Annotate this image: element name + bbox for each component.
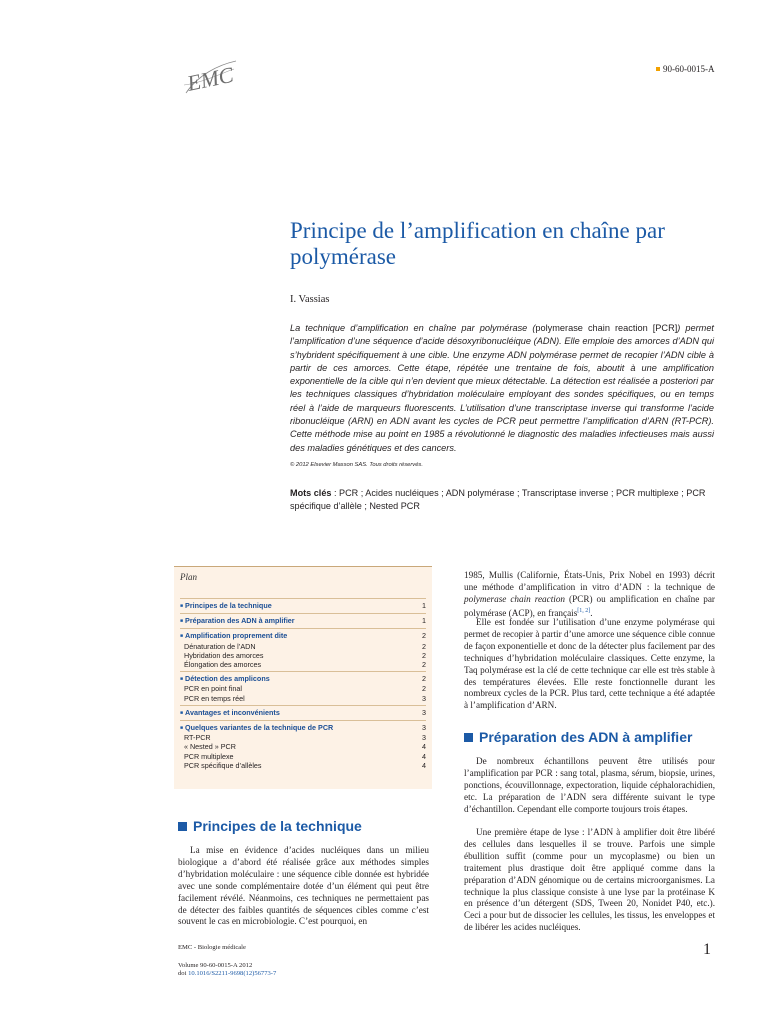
- plan-entry[interactable]: [180, 631, 426, 641]
- heading-marker: [464, 733, 473, 742]
- plan-entry[interactable]: [180, 616, 426, 626]
- plan-subentry[interactable]: [180, 660, 426, 669]
- emc-logo-mark: [178, 55, 240, 105]
- page-number: 1: [703, 941, 711, 958]
- intro-text-b: (PCR) ou amplification en chaîne par polymérase (ACP), en français: [464, 593, 715, 618]
- keywords-list: : PCR ; Acides nucléiques ; ADN polymérase ; Transcriptase inverse ; PCR multiplexe ; PCR spécifique d’allèle ; Nested PCR: [290, 488, 706, 511]
- article-author: I. Vassias: [290, 294, 330, 305]
- plan-entry-label: ■ Amplification proprement dite: [180, 631, 287, 641]
- preparation-paragraph-2-text: Une première étape de lyse : l’ADN à amplifier doit être libéré des cellules dans lesquelles il se trouve. Parfois une simple ébullition suffit (comme pour un mycoplasme) ou bien un traitement plus drastique doit être appliqué comme dans la préparation d’ADN génomique ou de certains microorganismes. La technique la plus classique consiste à une lyse par la protéinase K en présence d’un détergent (SDS, Tween 20, Nonidet P40, etc.). Ceci a pour but de dissocier les cellules, les tissus, les enveloppes et de libérer les acides nucléiques.: [464, 827, 715, 933]
- plan-entry-page: 1: [422, 616, 426, 626]
- reference-code: 90-60-0015-A: [663, 64, 715, 74]
- plan-separator: [180, 671, 426, 672]
- heading-principes-text: Principes de la technique: [193, 818, 362, 834]
- plan-entry-label: ■ Préparation des ADN à amplifier: [180, 616, 295, 626]
- preparation-paragraph-1-text: De nombreux échantillons peuvent être utilisés pour l’amplification par PCR : sang total, plasma, sérum, biopsie, urines, ponctions, écouvillonnage, expectoration, liquide céphalorachidien, etc. La préparation de l’ADN sera différente suivant le type d’échantillon. Cependant elle comporte toujours trois étapes.: [464, 756, 715, 814]
- doi-line: [178, 970, 276, 979]
- heading-preparation: [464, 729, 692, 745]
- plan-subentry-label: Dénaturation de l’ADN: [184, 641, 256, 651]
- article-reference: [656, 64, 715, 74]
- abstract-part-1: La technique d’amplification en chaîne par polymérase (: [290, 323, 536, 333]
- plan-subentry[interactable]: [180, 651, 426, 660]
- plan-subentry-label: PCR en point final: [184, 684, 242, 694]
- plan-entry-page: 2: [422, 631, 426, 641]
- heading-preparation-text: Préparation des ADN à amplifier: [479, 729, 693, 745]
- plan-subentry-page: 2: [422, 684, 426, 694]
- plan-entry[interactable]: [180, 674, 426, 684]
- plan-subentry[interactable]: [180, 761, 426, 770]
- plan-subentry[interactable]: [180, 684, 426, 693]
- plan-title: Plan: [180, 572, 197, 582]
- plan-box: [174, 566, 432, 789]
- journal-name: EMC - Biologie médicale: [178, 944, 246, 951]
- abstract: [290, 322, 714, 455]
- preparation-paragraph-1: [464, 756, 715, 816]
- plan-subentry[interactable]: [180, 694, 426, 703]
- plan-subentry-page: 4: [422, 751, 426, 761]
- plan-entry-label: ■ Avantages et inconvénients: [180, 708, 280, 718]
- plan-subentry-page: 3: [422, 693, 426, 703]
- intro-text-c: .: [590, 607, 593, 618]
- doi-link[interactable]: 10.1016/S2211-9698(12)56773-7: [188, 970, 277, 978]
- plan-entry-label: ■ Détection des amplicons: [180, 674, 270, 684]
- principes-paragraph: [178, 845, 429, 928]
- plan-separator: [180, 705, 426, 706]
- plan-subentry-page: 4: [422, 742, 426, 752]
- plan-entry[interactable]: [180, 723, 426, 733]
- heading-marker: [178, 822, 187, 831]
- plan-entry-page: 3: [422, 723, 426, 733]
- plan-subentry-page: 2: [422, 650, 426, 660]
- keywords: [290, 487, 716, 512]
- plan-subentry-label: Hybridation des amorces: [184, 650, 264, 660]
- plan-entry-page: 2: [422, 674, 426, 684]
- plan-subentry-label: PCR multiplexe: [184, 751, 234, 761]
- emc-logo: [178, 55, 240, 105]
- reference-marker: [656, 67, 660, 71]
- plan-entry[interactable]: [180, 708, 426, 718]
- plan-separator: [180, 720, 426, 721]
- doi-prefix: doi: [178, 970, 189, 978]
- plan-subentry-label: PCR en temps réel: [184, 693, 245, 703]
- plan-separator: [180, 613, 426, 614]
- plan-subentry-page: 2: [422, 641, 426, 651]
- intro-paragraph-1: [464, 570, 715, 620]
- intro-paragraph-2: [464, 617, 715, 712]
- plan-separator: [180, 598, 426, 599]
- heading-principes: [178, 818, 362, 834]
- emc-logo-text: EMC: [184, 61, 236, 96]
- plan-subentry-label: Élongation des amorces: [184, 660, 262, 670]
- plan-entry-page: 1: [422, 601, 426, 610]
- plan-subentry[interactable]: [180, 733, 426, 742]
- citation-ref[interactable]: [1, 2]: [577, 607, 591, 614]
- intro-term: polymerase chain reaction: [464, 593, 566, 604]
- intro-paragraph-2-text: Elle est fondée sur l’utilisation d’une enzyme polymérase qui permet de recopier à partir d’une amorce une séquence cible connue de façon exponentielle et donc de la détecter plus facilement par des techniques d’hybridation moléculaire classiques. Cette enzyme, la Taq polymérase est la clé de cette technique car elle est très stable à des températures élevées. Elle reste fonctionnelle durant les nombreux cycles de la PCR. Plus tard, cette technique a été adaptée à l’amplification d’ARN.: [464, 617, 715, 711]
- abstract-term: polymerase chain reaction [PCR]: [535, 323, 678, 333]
- plan-entry[interactable]: [180, 601, 426, 611]
- plan-subentry-label: PCR spécifique d’allèles: [184, 760, 262, 770]
- plan-list: [180, 596, 426, 770]
- article-title: Principe de l’amplification en chaîne par polymérase: [290, 218, 665, 269]
- plan-subentry-label: « Nested » PCR: [184, 742, 236, 752]
- plan-entry-label: ■ Quelques variantes de la technique de PCR: [180, 723, 333, 733]
- plan-subentry-page: 3: [422, 733, 426, 743]
- abstract-part-2: ) permet l’amplification d’une séquence d’acide désoxyribonucléique (ADN). Elle emploie des amorces d’ADN qui s’hybrident spécifiquement à une cible. Une enzyme ADN polymérase permet de recopier l’ADN cible à partir de ces amorces. Cette étape, répétée une trentaine de fois, aboutit à une amplification exponentielle de la cible qui n’en devient que mieux détectable. La détection est réalisée a posteriori par les techniques classiques d’hybridation moléculaire employant des sondes spécifiques, ou en temps réel à l’aide de marqueurs fluorescents. L’utilisation d’une transcriptase inverse qui transforme l’acide ribonucléique (ARN) en ADN avant les cycles de PCR peut permettre l’amplification d’ARN (RT-PCR). Cette méthode mise au point en 1985 a révolutionné le diagnostic des maladies infectieuses mais aussi des maladies génétiques et des cancers.: [290, 323, 714, 453]
- principes-paragraph-text: La mise en évidence d’acides nucléiques dans un milieu biologique a d’abord été réalisée grâce aux méthodes simples d’hybridation moléculaire : une séquence cible donnée est hybridée avec une sonde complémentaire dotée d’un élément qui peut être facilement révélé. Néanmoins, ces techniques ne permettaient pas de détecter des faibles quantités de séquences cibles comme c’est souvent le cas en microbiologie. C’est pourquoi, en: [178, 845, 429, 927]
- preparation-paragraph-2: [464, 827, 715, 934]
- plan-subentry[interactable]: [180, 642, 426, 651]
- footer: [178, 944, 276, 979]
- plan-subentry-page: 2: [422, 660, 426, 670]
- intro-text-a: 1985, Mullis (Californie, États-Unis, Prix Nobel en 1993) décrit une méthode d’amplification in vitro d’ADN : la technique de: [464, 570, 715, 592]
- keywords-label: Mots clés: [290, 488, 332, 498]
- plan-entry-page: 3: [422, 707, 426, 717]
- plan-subentry-page: 4: [422, 760, 426, 770]
- plan-subentry[interactable]: [180, 752, 426, 761]
- volume-info: Volume 90-60-0015-A 2012: [178, 961, 253, 969]
- copyright: © 2012 Elsevier Masson SAS. Tous droits réservés.: [290, 462, 423, 468]
- plan-subentry-label: RT-PCR: [184, 733, 211, 743]
- plan-subentry[interactable]: [180, 742, 426, 751]
- plan-entry-label: ■ Principes de la technique: [180, 601, 272, 611]
- plan-separator: [180, 628, 426, 629]
